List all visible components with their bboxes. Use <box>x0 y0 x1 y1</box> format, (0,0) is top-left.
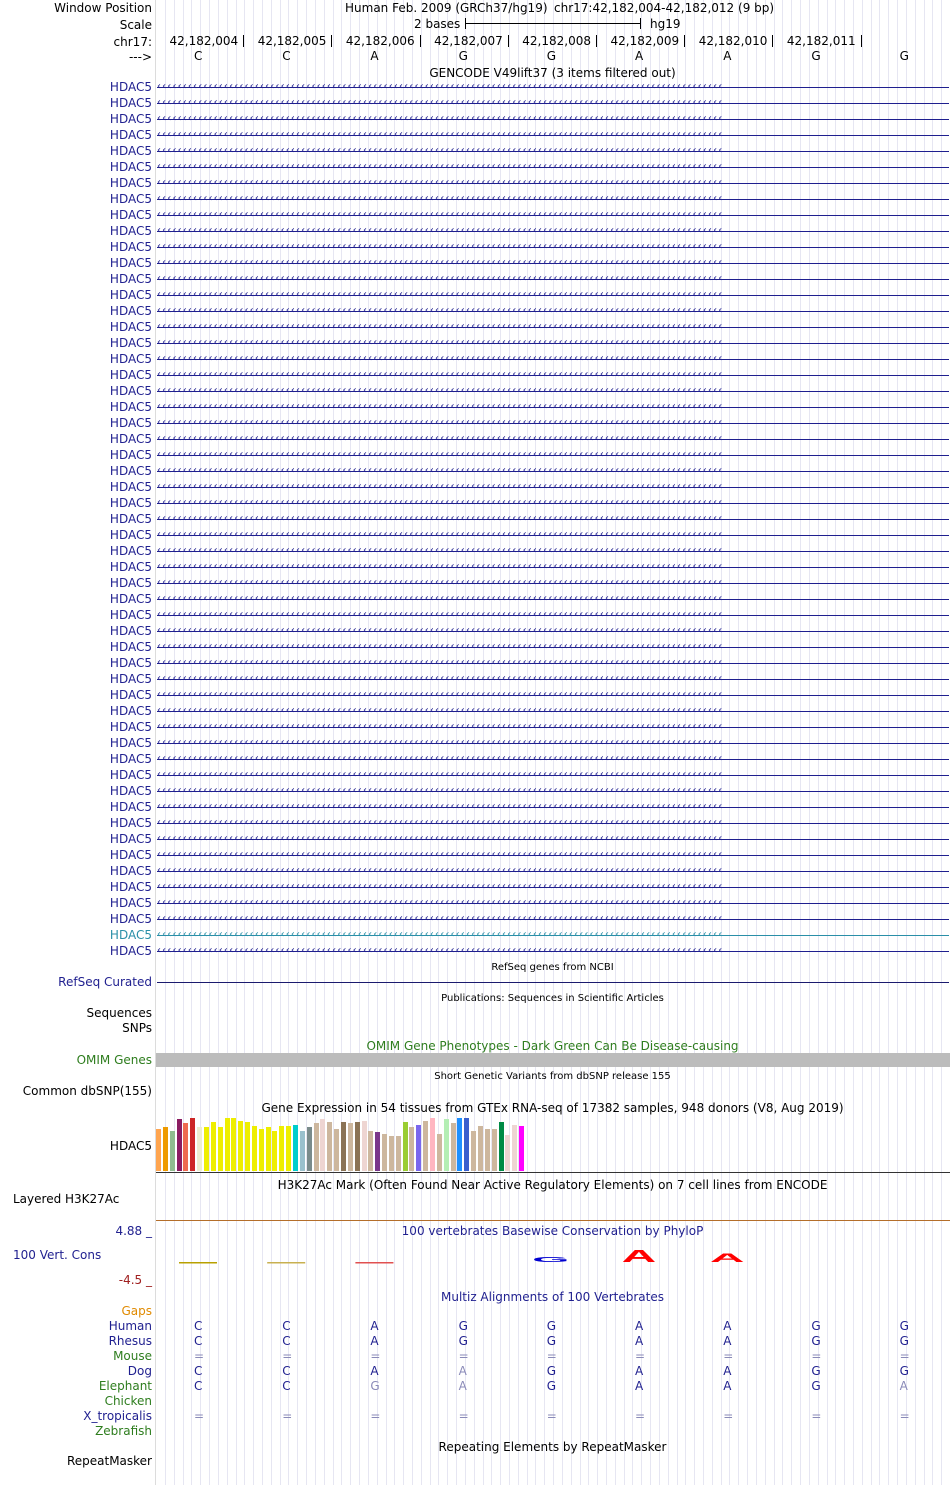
gtex-tissue-bar[interactable] <box>225 1118 230 1171</box>
gencode-strand-arrows: ‹‹‹‹‹‹‹‹‹‹‹‹‹‹‹‹‹‹‹‹‹‹‹‹‹‹‹‹‹‹‹‹‹‹‹‹‹‹‹‹‹‹‹‹‹‹‹‹‹‹‹‹‹‹‹‹‹‹‹‹‹‹‹‹‹‹‹‹‹‹‹‹‹‹‹‹‹‹‹‹‹‹‹‹‹‹‹‹‹‹‹‹‹‹‹‹‹‹‹‹‹‹‹‹‹‹‹‹‹‹ <box>157 481 724 492</box>
gencode-strand-arrows: ‹‹‹‹‹‹‹‹‹‹‹‹‹‹‹‹‹‹‹‹‹‹‹‹‹‹‹‹‹‹‹‹‹‹‹‹‹‹‹‹‹‹‹‹‹‹‹‹‹‹‹‹‹‹‹‹‹‹‹‹‹‹‹‹‹‹‹‹‹‹‹‹‹‹‹‹‹‹‹‹‹‹‹‹‹‹‹‹‹‹‹‹‹‹‹‹‹‹‹‹‹‹‹‹‹‹‹‹‹‹ <box>157 641 724 652</box>
multiz-species-label[interactable]: Zebrafish <box>95 1424 152 1438</box>
chrom-label: chr17: <box>113 35 152 49</box>
gencode-strand-arrows: ‹‹‹‹‹‹‹‹‹‹‹‹‹‹‹‹‹‹‹‹‹‹‹‹‹‹‹‹‹‹‹‹‹‹‹‹‹‹‹‹‹‹‹‹‹‹‹‹‹‹‹‹‹‹‹‹‹‹‹‹‹‹‹‹‹‹‹‹‹‹‹‹‹‹‹‹‹‹‹‹‹‹‹‹‹‹‹‹‹‹‹‹‹‹‹‹‹‹‹‹‹‹‹‹‹‹‹‹‹‹ <box>157 561 724 572</box>
base-letter: A <box>723 49 732 63</box>
gtex-tissue-bar[interactable] <box>505 1135 510 1171</box>
gencode-row-label[interactable]: HDAC5 <box>109 544 152 558</box>
gencode-strand-arrows: ‹‹‹‹‹‹‹‹‹‹‹‹‹‹‹‹‹‹‹‹‹‹‹‹‹‹‹‹‹‹‹‹‹‹‹‹‹‹‹‹‹‹‹‹‹‹‹‹‹‹‹‹‹‹‹‹‹‹‹‹‹‹‹‹‹‹‹‹‹‹‹‹‹‹‹‹‹‹‹‹‹‹‹‹‹‹‹‹‹‹‹‹‹‹‹‹‹‹‹‹‹‹‹‹‹‹‹‹‹‹ <box>157 769 724 780</box>
h3k27ac-track-label[interactable]: Layered H3K27Ac <box>13 1192 120 1206</box>
pubs-track-title[interactable]: Publications: Sequences in Scientific Articles <box>441 993 664 1004</box>
base-letter: G <box>811 49 821 63</box>
phylop-negative-mark <box>267 1262 305 1264</box>
scale-db: hg19 <box>650 17 681 31</box>
gencode-row-label[interactable]: HDAC5 <box>109 400 152 414</box>
gtex-tissue-bar[interactable] <box>471 1131 476 1171</box>
gencode-strand-arrows: ‹‹‹‹‹‹‹‹‹‹‹‹‹‹‹‹‹‹‹‹‹‹‹‹‹‹‹‹‹‹‹‹‹‹‹‹‹‹‹‹‹‹‹‹‹‹‹‹‹‹‹‹‹‹‹‹‹‹‹‹‹‹‹‹‹‹‹‹‹‹‹‹‹‹‹‹‹‹‹‹‹‹‹‹‹‹‹‹‹‹‹‹‹‹‹‹‹‹‹‹‹‹‹‹‹‹‹‹‹‹ <box>157 881 724 892</box>
multiz-base: G <box>811 1319 821 1333</box>
phylop-max-label: 4.88 _ <box>115 1224 152 1238</box>
strand-label: ---> <box>128 50 152 64</box>
gencode-strand-arrows: ‹‹‹‹‹‹‹‹‹‹‹‹‹‹‹‹‹‹‹‹‹‹‹‹‹‹‹‹‹‹‹‹‹‹‹‹‹‹‹‹‹‹‹‹‹‹‹‹‹‹‹‹‹‹‹‹‹‹‹‹‹‹‹‹‹‹‹‹‹‹‹‹‹‹‹‹‹‹‹‹‹‹‹‹‹‹‹‹‹‹‹‹‹‹‹‹‹‹‹‹‹‹‹‹‹‹‹‹‹‹ <box>157 833 724 844</box>
gencode-row-label[interactable]: HDAC5 <box>109 368 152 382</box>
gencode-strand-arrows: ‹‹‹‹‹‹‹‹‹‹‹‹‹‹‹‹‹‹‹‹‹‹‹‹‹‹‹‹‹‹‹‹‹‹‹‹‹‹‹‹‹‹‹‹‹‹‹‹‹‹‹‹‹‹‹‹‹‹‹‹‹‹‹‹‹‹‹‹‹‹‹‹‹‹‹‹‹‹‹‹‹‹‹‹‹‹‹‹‹‹‹‹‹‹‹‹‹‹‹‹‹‹‹‹‹‹‹‹‹‹ <box>157 449 724 460</box>
multiz-base: = <box>723 1409 734 1423</box>
gencode-row-label[interactable]: HDAC5 <box>109 432 152 446</box>
ruler-coord-label: 42,182,004 <box>169 34 239 48</box>
refseq-track-label[interactable]: RefSeq Curated <box>58 975 152 989</box>
gencode-strand-arrows: ‹‹‹‹‹‹‹‹‹‹‹‹‹‹‹‹‹‹‹‹‹‹‹‹‹‹‹‹‹‹‹‹‹‹‹‹‹‹‹‹‹‹‹‹‹‹‹‹‹‹‹‹‹‹‹‹‹‹‹‹‹‹‹‹‹‹‹‹‹‹‹‹‹‹‹‹‹‹‹‹‹‹‹‹‹‹‹‹‹‹‹‹‹‹‹‹‹‹‹‹‹‹‹‹‹‹‹‹‹‹ <box>157 945 724 956</box>
gencode-strand-arrows: ‹‹‹‹‹‹‹‹‹‹‹‹‹‹‹‹‹‹‹‹‹‹‹‹‹‹‹‹‹‹‹‹‹‹‹‹‹‹‹‹‹‹‹‹‹‹‹‹‹‹‹‹‹‹‹‹‹‹‹‹‹‹‹‹‹‹‹‹‹‹‹‹‹‹‹‹‹‹‹‹‹‹‹‹‹‹‹‹‹‹‹‹‹‹‹‹‹‹‹‹‹‹‹‹‹‹‹‹‹‹ <box>157 577 724 588</box>
gencode-row-label[interactable]: HDAC5 <box>109 352 152 366</box>
assembly-name: Human Feb. 2009 (GRCh37/hg19) <box>345 1 548 15</box>
gtex-tissue-bar[interactable] <box>259 1129 264 1171</box>
gencode-strand-arrows: ‹‹‹‹‹‹‹‹‹‹‹‹‹‹‹‹‹‹‹‹‹‹‹‹‹‹‹‹‹‹‹‹‹‹‹‹‹‹‹‹‹‹‹‹‹‹‹‹‹‹‹‹‹‹‹‹‹‹‹‹‹‹‹‹‹‹‹‹‹‹‹‹‹‹‹‹‹‹‹‹‹‹‹‹‹‹‹‹‹‹‹‹‹‹‹‹‹‹‹‹‹‹‹‹‹‹‹‹‹‹ <box>157 273 724 284</box>
gencode-row-label[interactable]: HDAC5 <box>109 832 152 846</box>
h3k27ac-track-title[interactable]: H3K27Ac Mark (Often Found Near Active Regulatory Elements) on 7 cell lines from ENCODE <box>277 1178 828 1192</box>
ruler-tick <box>596 35 597 47</box>
gtex-tissue-bar[interactable] <box>451 1123 456 1171</box>
gtex-tissue-bar[interactable] <box>293 1125 298 1171</box>
multiz-base: = <box>635 1349 646 1363</box>
dbsnp-track-title[interactable]: Short Genetic Variants from dbSNP release 155 <box>434 1071 671 1082</box>
gencode-row-label[interactable]: HDAC5 <box>109 304 152 318</box>
multiz-species-label[interactable]: Human <box>108 1319 152 1333</box>
gtex-tissue-bar[interactable] <box>348 1123 353 1171</box>
multiz-base: G <box>546 1364 557 1378</box>
scale-text: 2 bases <box>414 17 461 31</box>
gencode-row-label[interactable]: HDAC5 <box>109 608 152 622</box>
omim-track-label[interactable]: OMIM Genes <box>76 1053 152 1067</box>
phylop-negative-mark <box>355 1262 393 1264</box>
multiz-base: C <box>194 1379 203 1393</box>
phylop-min-label: -4.5 _ <box>118 1273 152 1287</box>
gencode-row-label[interactable]: HDAC5 <box>109 928 152 942</box>
phylop-base-letter: A <box>621 1245 657 1266</box>
gencode-strand-arrows: ‹‹‹‹‹‹‹‹‹‹‹‹‹‹‹‹‹‹‹‹‹‹‹‹‹‹‹‹‹‹‹‹‹‹‹‹‹‹‹‹‹‹‹‹‹‹‹‹‹‹‹‹‹‹‹‹‹‹‹‹‹‹‹‹‹‹‹‹‹‹‹‹‹‹‹‹‹‹‹‹‹‹‹‹‹‹‹‹‹‹‹‹‹‹‹‹‹‹‹‹‹‹‹‹‹‹‹‹‹‹ <box>157 929 724 940</box>
gtex-tissue-bar[interactable] <box>190 1118 195 1171</box>
multiz-base: A <box>635 1364 644 1378</box>
gencode-strand-arrows: ‹‹‹‹‹‹‹‹‹‹‹‹‹‹‹‹‹‹‹‹‹‹‹‹‹‹‹‹‹‹‹‹‹‹‹‹‹‹‹‹‹‹‹‹‹‹‹‹‹‹‹‹‹‹‹‹‹‹‹‹‹‹‹‹‹‹‹‹‹‹‹‹‹‹‹‹‹‹‹‹‹‹‹‹‹‹‹‹‹‹‹‹‹‹‹‹‹‹‹‹‹‹‹‹‹‹‹‹‹‹ <box>157 369 724 380</box>
multiz-base: C <box>282 1334 291 1348</box>
gencode-row-label[interactable]: HDAC5 <box>109 160 152 174</box>
multiz-base: = <box>723 1349 734 1363</box>
multiz-base: = <box>811 1349 822 1363</box>
multiz-gaps-label[interactable]: Gaps <box>121 1304 152 1318</box>
gencode-row-label[interactable]: HDAC5 <box>109 112 152 126</box>
gencode-strand-arrows: ‹‹‹‹‹‹‹‹‹‹‹‹‹‹‹‹‹‹‹‹‹‹‹‹‹‹‹‹‹‹‹‹‹‹‹‹‹‹‹‹‹‹‹‹‹‹‹‹‹‹‹‹‹‹‹‹‹‹‹‹‹‹‹‹‹‹‹‹‹‹‹‹‹‹‹‹‹‹‹‹‹‹‹‹‹‹‹‹‹‹‹‹‹‹‹‹‹‹‹‹‹‹‹‹‹‹‹‹‹‹ <box>157 337 724 348</box>
gtex-tissue-bar[interactable] <box>362 1121 367 1171</box>
multiz-base: A <box>635 1334 644 1348</box>
gencode-strand-arrows: ‹‹‹‹‹‹‹‹‹‹‹‹‹‹‹‹‹‹‹‹‹‹‹‹‹‹‹‹‹‹‹‹‹‹‹‹‹‹‹‹‹‹‹‹‹‹‹‹‹‹‹‹‹‹‹‹‹‹‹‹‹‹‹‹‹‹‹‹‹‹‹‹‹‹‹‹‹‹‹‹‹‹‹‹‹‹‹‹‹‹‹‹‹‹‹‹‹‹‹‹‹‹‹‹‹‹‹‹‹‹ <box>157 257 724 268</box>
gtex-tissue-bar[interactable] <box>204 1127 209 1171</box>
gtex-tissue-bar[interactable] <box>266 1127 271 1171</box>
omim-track-title[interactable]: OMIM Gene Phenotypes - Dark Green Can Be Disease-causing <box>366 1039 739 1053</box>
ruler-tick <box>331 35 332 47</box>
ruler-tick <box>684 35 685 47</box>
gtex-tissue-bar[interactable] <box>252 1126 257 1171</box>
gencode-row-label[interactable]: HDAC5 <box>109 240 152 254</box>
gtex-tissue-bar[interactable] <box>183 1123 188 1171</box>
gencode-strand-arrows: ‹‹‹‹‹‹‹‹‹‹‹‹‹‹‹‹‹‹‹‹‹‹‹‹‹‹‹‹‹‹‹‹‹‹‹‹‹‹‹‹‹‹‹‹‹‹‹‹‹‹‹‹‹‹‹‹‹‹‹‹‹‹‹‹‹‹‹‹‹‹‹‹‹‹‹‹‹‹‹‹‹‹‹‹‹‹‹‹‹‹‹‹‹‹‹‹‹‹‹‹‹‹‹‹‹‹‹‹‹‹ <box>157 721 724 732</box>
multiz-species-label[interactable]: Dog <box>127 1364 152 1378</box>
gencode-row-label[interactable]: HDAC5 <box>109 592 152 606</box>
gencode-strand-arrows: ‹‹‹‹‹‹‹‹‹‹‹‹‹‹‹‹‹‹‹‹‹‹‹‹‹‹‹‹‹‹‹‹‹‹‹‹‹‹‹‹‹‹‹‹‹‹‹‹‹‹‹‹‹‹‹‹‹‹‹‹‹‹‹‹‹‹‹‹‹‹‹‹‹‹‹‹‹‹‹‹‹‹‹‹‹‹‹‹‹‹‹‹‹‹‹‹‹‹‹‹‹‹‹‹‹‹‹‹‹‹ <box>157 593 724 604</box>
ruler-coord-label: 42,182,006 <box>345 34 415 48</box>
multiz-base: = <box>194 1349 205 1363</box>
multiz-base: G <box>811 1364 821 1378</box>
multiz-base: A <box>458 1379 467 1393</box>
multiz-base: A <box>370 1334 379 1348</box>
gencode-row-label[interactable]: HDAC5 <box>109 944 152 958</box>
ruler-coord-label: 42,182,010 <box>698 34 768 48</box>
gtex-tissue-bar[interactable] <box>156 1129 161 1171</box>
gencode-row-label[interactable]: HDAC5 <box>109 768 152 782</box>
gencode-track-title[interactable]: GENCODE V49lift37 (3 items filtered out) <box>429 66 676 80</box>
gtex-tissue-bar[interactable] <box>177 1119 182 1171</box>
multiz-species-label[interactable]: Chicken <box>104 1394 152 1408</box>
gtex-tissue-bar[interactable] <box>238 1121 243 1171</box>
multiz-base: A <box>723 1379 732 1393</box>
multiz-base: G <box>811 1379 821 1393</box>
gencode-strand-arrows: ‹‹‹‹‹‹‹‹‹‹‹‹‹‹‹‹‹‹‹‹‹‹‹‹‹‹‹‹‹‹‹‹‹‹‹‹‹‹‹‹‹‹‹‹‹‹‹‹‹‹‹‹‹‹‹‹‹‹‹‹‹‹‹‹‹‹‹‹‹‹‹‹‹‹‹‹‹‹‹‹‹‹‹‹‹‹‹‹‹‹‹‹‹‹‹‹‹‹‹‹‹‹‹‹‹‹‹‹‹‹ <box>157 129 724 140</box>
ruler-coord-label: 42,182,008 <box>522 34 591 48</box>
gtex-tissue-bar[interactable] <box>457 1118 462 1171</box>
rmsk-track-title[interactable]: Repeating Elements by RepeatMasker <box>438 1440 667 1454</box>
gencode-strand-arrows: ‹‹‹‹‹‹‹‹‹‹‹‹‹‹‹‹‹‹‹‹‹‹‹‹‹‹‹‹‹‹‹‹‹‹‹‹‹‹‹‹‹‹‹‹‹‹‹‹‹‹‹‹‹‹‹‹‹‹‹‹‹‹‹‹‹‹‹‹‹‹‹‹‹‹‹‹‹‹‹‹‹‹‹‹‹‹‹‹‹‹‹‹‹‹‹‹‹‹‹‹‹‹‹‹‹‹‹‹‹‹ <box>157 241 724 252</box>
gencode-strand-arrows: ‹‹‹‹‹‹‹‹‹‹‹‹‹‹‹‹‹‹‹‹‹‹‹‹‹‹‹‹‹‹‹‹‹‹‹‹‹‹‹‹‹‹‹‹‹‹‹‹‹‹‹‹‹‹‹‹‹‹‹‹‹‹‹‹‹‹‹‹‹‹‹‹‹‹‹‹‹‹‹‹‹‹‹‹‹‹‹‹‹‹‹‹‹‹‹‹‹‹‹‹‹‹‹‹‹‹‹‹‹‹ <box>157 305 724 316</box>
gencode-strand-arrows: ‹‹‹‹‹‹‹‹‹‹‹‹‹‹‹‹‹‹‹‹‹‹‹‹‹‹‹‹‹‹‹‹‹‹‹‹‹‹‹‹‹‹‹‹‹‹‹‹‹‹‹‹‹‹‹‹‹‹‹‹‹‹‹‹‹‹‹‹‹‹‹‹‹‹‹‹‹‹‹‹‹‹‹‹‹‹‹‹‹‹‹‹‹‹‹‹‹‹‹‹‹‹‹‹‹‹‹‹‹‹ <box>157 353 724 364</box>
gencode-strand-arrows: ‹‹‹‹‹‹‹‹‹‹‹‹‹‹‹‹‹‹‹‹‹‹‹‹‹‹‹‹‹‹‹‹‹‹‹‹‹‹‹‹‹‹‹‹‹‹‹‹‹‹‹‹‹‹‹‹‹‹‹‹‹‹‹‹‹‹‹‹‹‹‹‹‹‹‹‹‹‹‹‹‹‹‹‹‹‹‹‹‹‹‹‹‹‹‹‹‹‹‹‹‹‹‹‹‹‹‹‹‹‹ <box>157 609 724 620</box>
gencode-strand-arrows: ‹‹‹‹‹‹‹‹‹‹‹‹‹‹‹‹‹‹‹‹‹‹‹‹‹‹‹‹‹‹‹‹‹‹‹‹‹‹‹‹‹‹‹‹‹‹‹‹‹‹‹‹‹‹‹‹‹‹‹‹‹‹‹‹‹‹‹‹‹‹‹‹‹‹‹‹‹‹‹‹‹‹‹‹‹‹‹‹‹‹‹‹‹‹‹‹‹‹‹‹‹‹‹‹‹‹‹‹‹‹ <box>157 913 724 924</box>
gencode-strand-arrows: ‹‹‹‹‹‹‹‹‹‹‹‹‹‹‹‹‹‹‹‹‹‹‹‹‹‹‹‹‹‹‹‹‹‹‹‹‹‹‹‹‹‹‹‹‹‹‹‹‹‹‹‹‹‹‹‹‹‹‹‹‹‹‹‹‹‹‹‹‹‹‹‹‹‹‹‹‹‹‹‹‹‹‹‹‹‹‹‹‹‹‹‹‹‹‹‹‹‹‹‹‹‹‹‹‹‹‹‹‹‹ <box>157 193 724 204</box>
rmsk-track-label[interactable]: RepeatMasker <box>66 1454 152 1468</box>
gencode-strand-arrows: ‹‹‹‹‹‹‹‹‹‹‹‹‹‹‹‹‹‹‹‹‹‹‹‹‹‹‹‹‹‹‹‹‹‹‹‹‹‹‹‹‹‹‹‹‹‹‹‹‹‹‹‹‹‹‹‹‹‹‹‹‹‹‹‹‹‹‹‹‹‹‹‹‹‹‹‹‹‹‹‹‹‹‹‹‹‹‹‹‹‹‹‹‹‹‹‹‹‹‹‹‹‹‹‹‹‹‹‹‹‹ <box>157 897 724 908</box>
multiz-base: = <box>370 1409 381 1423</box>
gencode-row-label[interactable]: HDAC5 <box>109 576 152 590</box>
multiz-base: A <box>370 1364 379 1378</box>
gencode-row-label[interactable]: HDAC5 <box>109 336 152 350</box>
gencode-row-label[interactable]: HDAC5 <box>109 496 152 510</box>
scale-bar <box>465 18 641 29</box>
gencode-strand-arrows: ‹‹‹‹‹‹‹‹‹‹‹‹‹‹‹‹‹‹‹‹‹‹‹‹‹‹‹‹‹‹‹‹‹‹‹‹‹‹‹‹‹‹‹‹‹‹‹‹‹‹‹‹‹‹‹‹‹‹‹‹‹‹‹‹‹‹‹‹‹‹‹‹‹‹‹‹‹‹‹‹‹‹‹‹‹‹‹‹‹‹‹‹‹‹‹‹‹‹‹‹‹‹‹‹‹‹‹‹‹‹ <box>157 529 724 540</box>
ruler-coord-label: 42,182,011 <box>786 34 856 48</box>
ruler-coord-label: 42,182,007 <box>434 34 503 48</box>
gencode-row-label[interactable]: HDAC5 <box>109 912 152 926</box>
phylop-base-letter: A <box>709 1251 745 1265</box>
multiz-base: A <box>723 1364 732 1378</box>
gtex-tissue-bar[interactable] <box>231 1118 236 1171</box>
gencode-row-label[interactable]: HDAC5 <box>109 480 152 494</box>
multiz-base: = <box>899 1349 910 1363</box>
gtex-tissue-bar[interactable] <box>170 1131 175 1171</box>
gencode-strand-arrows: ‹‹‹‹‹‹‹‹‹‹‹‹‹‹‹‹‹‹‹‹‹‹‹‹‹‹‹‹‹‹‹‹‹‹‹‹‹‹‹‹‹‹‹‹‹‹‹‹‹‹‹‹‹‹‹‹‹‹‹‹‹‹‹‹‹‹‹‹‹‹‹‹‹‹‹‹‹‹‹‹‹‹‹‹‹‹‹‹‹‹‹‹‹‹‹‹‹‹‹‹‹‹‹‹‹‹‹‹‹‹ <box>157 209 724 220</box>
gtex-tissue-bar[interactable] <box>464 1118 469 1171</box>
ruler-coord-label: 42,182,009 <box>610 34 680 48</box>
multiz-base: = <box>458 1349 469 1363</box>
gencode-strand-arrows: ‹‹‹‹‹‹‹‹‹‹‹‹‹‹‹‹‹‹‹‹‹‹‹‹‹‹‹‹‹‹‹‹‹‹‹‹‹‹‹‹‹‹‹‹‹‹‹‹‹‹‹‹‹‹‹‹‹‹‹‹‹‹‹‹‹‹‹‹‹‹‹‹‹‹‹‹‹‹‹‹‹‹‹‹‹‹‹‹‹‹‹‹‹‹‹‹‹‹‹‹‹‹‹‹‹‹‹‹‹‹ <box>157 545 724 556</box>
gtex-tissue-bar[interactable] <box>320 1119 325 1171</box>
gencode-row-label[interactable]: HDAC5 <box>109 320 152 334</box>
gtex-tissue-bar[interactable] <box>286 1126 291 1171</box>
gencode-strand-arrows: ‹‹‹‹‹‹‹‹‹‹‹‹‹‹‹‹‹‹‹‹‹‹‹‹‹‹‹‹‹‹‹‹‹‹‹‹‹‹‹‹‹‹‹‹‹‹‹‹‹‹‹‹‹‹‹‹‹‹‹‹‹‹‹‹‹‹‹‹‹‹‹‹‹‹‹‹‹‹‹‹‹‹‹‹‹‹‹‹‹‹‹‹‹‹‹‹‹‹‹‹‹‹‹‹‹‹‹‹‹‹ <box>157 689 724 700</box>
multiz-base: C <box>194 1364 203 1378</box>
multiz-base: G <box>370 1379 380 1393</box>
gencode-row-label[interactable]: HDAC5 <box>109 192 152 206</box>
multiz-base: C <box>282 1379 291 1393</box>
gencode-row-label[interactable]: HDAC5 <box>109 272 152 286</box>
ruler-coord-label: 42,182,005 <box>257 34 327 48</box>
gencode-row-label[interactable]: HDAC5 <box>109 720 152 734</box>
base-letter: C <box>282 49 291 63</box>
gencode-strand-arrows: ‹‹‹‹‹‹‹‹‹‹‹‹‹‹‹‹‹‹‹‹‹‹‹‹‹‹‹‹‹‹‹‹‹‹‹‹‹‹‹‹‹‹‹‹‹‹‹‹‹‹‹‹‹‹‹‹‹‹‹‹‹‹‹‹‹‹‹‹‹‹‹‹‹‹‹‹‹‹‹‹‹‹‹‹‹‹‹‹‹‹‹‹‹‹‹‹‹‹‹‹‹‹‹‹‹‹‹‹‹‹ <box>157 401 724 412</box>
gencode-row-label[interactable]: HDAC5 <box>109 624 152 638</box>
gencode-row-label[interactable]: HDAC5 <box>109 448 152 462</box>
gencode-row-label[interactable]: HDAC5 <box>109 224 152 238</box>
pubs-track-label-sequences[interactable]: Sequences <box>86 1006 152 1020</box>
base-letter: C <box>194 49 203 63</box>
multiz-base: = <box>194 1409 205 1423</box>
multiz-track-title[interactable]: Multiz Alignments of 100 Vertebrates <box>440 1290 665 1304</box>
gencode-row-label[interactable]: HDAC5 <box>109 880 152 894</box>
position-text[interactable]: chr17:42,182,004-42,182,012 (9 bp) <box>554 1 775 15</box>
gencode-row-label[interactable]: HDAC5 <box>109 208 152 222</box>
multiz-species-label[interactable]: Rhesus <box>108 1334 152 1348</box>
gtex-tissue-bar[interactable] <box>341 1122 346 1171</box>
window-position-label: Window Position <box>54 1 152 15</box>
gencode-row-label[interactable]: HDAC5 <box>109 288 152 302</box>
gtex-tissue-bar[interactable] <box>368 1131 373 1171</box>
multiz-base: G <box>458 1334 468 1348</box>
gencode-row-label[interactable]: HDAC5 <box>109 736 152 750</box>
gtex-tissue-bar[interactable] <box>478 1126 483 1171</box>
multiz-base: = <box>458 1409 469 1423</box>
gtex-tissue-bar[interactable] <box>279 1126 284 1171</box>
gencode-row-label[interactable]: HDAC5 <box>109 560 152 574</box>
gencode-strand-arrows: ‹‹‹‹‹‹‹‹‹‹‹‹‹‹‹‹‹‹‹‹‹‹‹‹‹‹‹‹‹‹‹‹‹‹‹‹‹‹‹‹‹‹‹‹‹‹‹‹‹‹‹‹‹‹‹‹‹‹‹‹‹‹‹‹‹‹‹‹‹‹‹‹‹‹‹‹‹‹‹‹‹‹‹‹‹‹‹‹‹‹‹‹‹‹‹‹‹‹‹‹‹‹‹‹‹‹‹‹‹‹ <box>157 849 724 860</box>
gencode-row-label[interactable]: HDAC5 <box>109 80 152 94</box>
multiz-base: = <box>899 1409 910 1423</box>
ruler-tick <box>420 35 421 47</box>
multiz-base: = <box>546 1409 557 1423</box>
multiz-base: G <box>811 1334 821 1348</box>
gtex-baseline <box>156 1172 950 1173</box>
gencode-row-label[interactable]: HDAC5 <box>109 464 152 478</box>
gtex-track-label[interactable]: HDAC5 <box>109 1139 152 1153</box>
gencode-row-label[interactable]: HDAC5 <box>109 256 152 270</box>
multiz-base: G <box>546 1334 557 1348</box>
phylop-track-label[interactable]: 100 Vert. Cons <box>13 1248 102 1262</box>
gencode-row-label[interactable]: HDAC5 <box>109 896 152 910</box>
gencode-row-label[interactable]: HDAC5 <box>109 384 152 398</box>
gtex-tissue-bar[interactable] <box>519 1126 524 1171</box>
gencode-row-label[interactable]: HDAC5 <box>109 800 152 814</box>
gencode-strand-arrows: ‹‹‹‹‹‹‹‹‹‹‹‹‹‹‹‹‹‹‹‹‹‹‹‹‹‹‹‹‹‹‹‹‹‹‹‹‹‹‹‹‹‹‹‹‹‹‹‹‹‹‹‹‹‹‹‹‹‹‹‹‹‹‹‹‹‹‹‹‹‹‹‹‹‹‹‹‹‹‹‹‹‹‹‹‹‹‹‹‹‹‹‹‹‹‹‹‹‹‹‹‹‹‹‹‹‹‹‹‹‹ <box>157 465 724 476</box>
base-letter: G <box>458 49 468 63</box>
multiz-base: C <box>282 1364 291 1378</box>
phylop-letters[interactable] <box>156 1238 950 1288</box>
gtex-tissue-bar[interactable] <box>444 1119 449 1171</box>
multiz-base: A <box>723 1334 732 1348</box>
gencode-strand-arrows: ‹‹‹‹‹‹‹‹‹‹‹‹‹‹‹‹‹‹‹‹‹‹‹‹‹‹‹‹‹‹‹‹‹‹‹‹‹‹‹‹‹‹‹‹‹‹‹‹‹‹‹‹‹‹‹‹‹‹‹‹‹‹‹‹‹‹‹‹‹‹‹‹‹‹‹‹‹‹‹‹‹‹‹‹‹‹‹‹‹‹‹‹‹‹‹‹‹‹‹‹‹‹‹‹‹‹‹‹‹‹ <box>157 289 724 300</box>
multiz-base: A <box>635 1319 644 1333</box>
multiz-base: = <box>546 1349 557 1363</box>
gtex-tissue-bar[interactable] <box>416 1125 421 1171</box>
gencode-strand-arrows: ‹‹‹‹‹‹‹‹‹‹‹‹‹‹‹‹‹‹‹‹‹‹‹‹‹‹‹‹‹‹‹‹‹‹‹‹‹‹‹‹‹‹‹‹‹‹‹‹‹‹‹‹‹‹‹‹‹‹‹‹‹‹‹‹‹‹‹‹‹‹‹‹‹‹‹‹‹‹‹‹‹‹‹‹‹‹‹‹‹‹‹‹‹‹‹‹‹‹‹‹‹‹‹‹‹‹‹‹‹‹ <box>157 113 724 124</box>
gtex-tissue-bar[interactable] <box>492 1129 497 1171</box>
multiz-species-label[interactable]: Elephant <box>98 1379 152 1393</box>
gencode-row-label[interactable]: HDAC5 <box>109 816 152 830</box>
gencode-strand-arrows: ‹‹‹‹‹‹‹‹‹‹‹‹‹‹‹‹‹‹‹‹‹‹‹‹‹‹‹‹‹‹‹‹‹‹‹‹‹‹‹‹‹‹‹‹‹‹‹‹‹‹‹‹‹‹‹‹‹‹‹‹‹‹‹‹‹‹‹‹‹‹‹‹‹‹‹‹‹‹‹‹‹‹‹‹‹‹‹‹‹‹‹‹‹‹‹‹‹‹‹‹‹‹‹‹‹‹‹‹‹‹ <box>157 737 724 748</box>
multiz-base: A <box>899 1379 908 1393</box>
gencode-strand-arrows: ‹‹‹‹‹‹‹‹‹‹‹‹‹‹‹‹‹‹‹‹‹‹‹‹‹‹‹‹‹‹‹‹‹‹‹‹‹‹‹‹‹‹‹‹‹‹‹‹‹‹‹‹‹‹‹‹‹‹‹‹‹‹‹‹‹‹‹‹‹‹‹‹‹‹‹‹‹‹‹‹‹‹‹‹‹‹‹‹‹‹‹‹‹‹‹‹‹‹‹‹‹‹‹‹‹‹‹‹‹‹ <box>157 321 724 332</box>
gtex-tissue-bar[interactable] <box>499 1122 504 1171</box>
multiz-species-label[interactable]: Mouse <box>113 1349 152 1363</box>
multiz-base: = <box>635 1409 646 1423</box>
gtex-tissue-bar[interactable] <box>334 1129 339 1171</box>
multiz-base: C <box>194 1319 203 1333</box>
multiz-base: C <box>194 1334 203 1348</box>
gtex-tissue-bar[interactable] <box>355 1122 360 1171</box>
phylop-track-title[interactable]: 100 vertebrates Basewise Conservation by PhyloP <box>401 1224 704 1238</box>
multiz-base: G <box>899 1334 909 1348</box>
gencode-row-label[interactable]: HDAC5 <box>109 96 152 110</box>
multiz-base: G <box>546 1319 557 1333</box>
gtex-tissue-bar[interactable] <box>437 1134 442 1171</box>
gtex-tissue-bar[interactable] <box>300 1131 305 1171</box>
base-letter: A <box>635 49 644 63</box>
ruler-tick <box>508 35 509 47</box>
gencode-strand-arrows: ‹‹‹‹‹‹‹‹‹‹‹‹‹‹‹‹‹‹‹‹‹‹‹‹‹‹‹‹‹‹‹‹‹‹‹‹‹‹‹‹‹‹‹‹‹‹‹‹‹‹‹‹‹‹‹‹‹‹‹‹‹‹‹‹‹‹‹‹‹‹‹‹‹‹‹‹‹‹‹‹‹‹‹‹‹‹‹‹‹‹‹‹‹‹‹‹‹‹‹‹‹‹‹‹‹‹‹‹‹‹ <box>157 657 724 668</box>
phylop-base-letter: G <box>532 1255 570 1264</box>
gtex-tissue-bar[interactable] <box>396 1136 401 1171</box>
gencode-row-label[interactable]: HDAC5 <box>109 864 152 878</box>
h3k27ac-baseline <box>156 1220 950 1221</box>
gencode-row-label[interactable]: HDAC5 <box>109 640 152 654</box>
gencode-row-label[interactable]: HDAC5 <box>109 704 152 718</box>
gencode-strand-arrows: ‹‹‹‹‹‹‹‹‹‹‹‹‹‹‹‹‹‹‹‹‹‹‹‹‹‹‹‹‹‹‹‹‹‹‹‹‹‹‹‹‹‹‹‹‹‹‹‹‹‹‹‹‹‹‹‹‹‹‹‹‹‹‹‹‹‹‹‹‹‹‹‹‹‹‹‹‹‹‹‹‹‹‹‹‹‹‹‹‹‹‹‹‹‹‹‹‹‹‹‹‹‹‹‹‹‹‹‹‹‹ <box>157 817 724 828</box>
base-letter: G <box>899 49 909 63</box>
multiz-base: A <box>635 1379 644 1393</box>
ruler-tick <box>243 35 244 47</box>
gencode-strand-arrows: ‹‹‹‹‹‹‹‹‹‹‹‹‹‹‹‹‹‹‹‹‹‹‹‹‹‹‹‹‹‹‹‹‹‹‹‹‹‹‹‹‹‹‹‹‹‹‹‹‹‹‹‹‹‹‹‹‹‹‹‹‹‹‹‹‹‹‹‹‹‹‹‹‹‹‹‹‹‹‹‹‹‹‹‹‹‹‹‹‹‹‹‹‹‹‹‹‹‹‹‹‹‹‹‹‹‹‹‹‹‹ <box>157 225 724 236</box>
gencode-strand-arrows: ‹‹‹‹‹‹‹‹‹‹‹‹‹‹‹‹‹‹‹‹‹‹‹‹‹‹‹‹‹‹‹‹‹‹‹‹‹‹‹‹‹‹‹‹‹‹‹‹‹‹‹‹‹‹‹‹‹‹‹‹‹‹‹‹‹‹‹‹‹‹‹‹‹‹‹‹‹‹‹‹‹‹‹‹‹‹‹‹‹‹‹‹‹‹‹‹‹‹‹‹‹‹‹‹‹‹‹‹‹‹ <box>157 385 724 396</box>
ruler-tick <box>861 35 862 47</box>
gencode-row-label[interactable]: HDAC5 <box>109 752 152 766</box>
gencode-strand-arrows: ‹‹‹‹‹‹‹‹‹‹‹‹‹‹‹‹‹‹‹‹‹‹‹‹‹‹‹‹‹‹‹‹‹‹‹‹‹‹‹‹‹‹‹‹‹‹‹‹‹‹‹‹‹‹‹‹‹‹‹‹‹‹‹‹‹‹‹‹‹‹‹‹‹‹‹‹‹‹‹‹‹‹‹‹‹‹‹‹‹‹‹‹‹‹‹‹‹‹‹‹‹‹‹‹‹‹‹‹‹‹ <box>157 753 724 764</box>
multiz-base: G <box>546 1379 557 1393</box>
gtex-tissue-bar[interactable] <box>512 1125 517 1171</box>
gencode-strand-arrows: ‹‹‹‹‹‹‹‹‹‹‹‹‹‹‹‹‹‹‹‹‹‹‹‹‹‹‹‹‹‹‹‹‹‹‹‹‹‹‹‹‹‹‹‹‹‹‹‹‹‹‹‹‹‹‹‹‹‹‹‹‹‹‹‹‹‹‹‹‹‹‹‹‹‹‹‹‹‹‹‹‹‹‹‹‹‹‹‹‹‹‹‹‹‹‹‹‹‹‹‹‹‹‹‹‹‹‹‹‹‹ <box>157 865 724 876</box>
multiz-base: = <box>370 1349 381 1363</box>
omim-feature-bar[interactable] <box>156 1053 950 1067</box>
gencode-row-label[interactable]: HDAC5 <box>109 848 152 862</box>
gtex-tissue-bar[interactable] <box>382 1134 387 1171</box>
gtex-tissue-bar[interactable] <box>314 1123 319 1171</box>
multiz-species-label[interactable]: X_tropicalis <box>83 1409 152 1423</box>
gencode-strand-arrows: ‹‹‹‹‹‹‹‹‹‹‹‹‹‹‹‹‹‹‹‹‹‹‹‹‹‹‹‹‹‹‹‹‹‹‹‹‹‹‹‹‹‹‹‹‹‹‹‹‹‹‹‹‹‹‹‹‹‹‹‹‹‹‹‹‹‹‹‹‹‹‹‹‹‹‹‹‹‹‹‹‹‹‹‹‹‹‹‹‹‹‹‹‹‹‹‹‹‹‹‹‹‹‹‹‹‹‹‹‹‹ <box>157 145 724 156</box>
gtex-tissue-bar[interactable] <box>403 1122 408 1171</box>
multiz-base: = <box>282 1349 293 1363</box>
gtex-track-title[interactable]: Gene Expression in 54 tissues from GTEx RNA-seq of 17382 samples, 948 donors (V8, Aug 2019) <box>261 1101 844 1115</box>
gencode-strand-arrows: ‹‹‹‹‹‹‹‹‹‹‹‹‹‹‹‹‹‹‹‹‹‹‹‹‹‹‹‹‹‹‹‹‹‹‹‹‹‹‹‹‹‹‹‹‹‹‹‹‹‹‹‹‹‹‹‹‹‹‹‹‹‹‹‹‹‹‹‹‹‹‹‹‹‹‹‹‹‹‹‹‹‹‹‹‹‹‹‹‹‹‹‹‹‹‹‹‹‹‹‹‹‹‹‹‹‹‹‹‹‹ <box>157 513 724 524</box>
gencode-row-label[interactable]: HDAC5 <box>109 784 152 798</box>
pubs-track-label-snps[interactable]: SNPs <box>122 1021 152 1035</box>
gtex-tissue-bar[interactable] <box>218 1127 223 1171</box>
gencode-row-label[interactable]: HDAC5 <box>109 528 152 542</box>
gtex-tissue-bar[interactable] <box>327 1122 332 1171</box>
gencode-strand-arrows: ‹‹‹‹‹‹‹‹‹‹‹‹‹‹‹‹‹‹‹‹‹‹‹‹‹‹‹‹‹‹‹‹‹‹‹‹‹‹‹‹‹‹‹‹‹‹‹‹‹‹‹‹‹‹‹‹‹‹‹‹‹‹‹‹‹‹‹‹‹‹‹‹‹‹‹‹‹‹‹‹‹‹‹‹‹‹‹‹‹‹‹‹‹‹‹‹‹‹‹‹‹‹‹‹‹‹‹‹‹‹ <box>157 497 724 508</box>
gencode-row-label[interactable]: HDAC5 <box>109 656 152 670</box>
base-letter: A <box>370 49 379 63</box>
gencode-strand-arrows: ‹‹‹‹‹‹‹‹‹‹‹‹‹‹‹‹‹‹‹‹‹‹‹‹‹‹‹‹‹‹‹‹‹‹‹‹‹‹‹‹‹‹‹‹‹‹‹‹‹‹‹‹‹‹‹‹‹‹‹‹‹‹‹‹‹‹‹‹‹‹‹‹‹‹‹‹‹‹‹‹‹‹‹‹‹‹‹‹‹‹‹‹‹‹‹‹‹‹‹‹‹‹‹‹‹‹‹‹‹‹ <box>157 81 724 92</box>
ruler-tick <box>772 35 773 47</box>
gencode-strand-arrows: ‹‹‹‹‹‹‹‹‹‹‹‹‹‹‹‹‹‹‹‹‹‹‹‹‹‹‹‹‹‹‹‹‹‹‹‹‹‹‹‹‹‹‹‹‹‹‹‹‹‹‹‹‹‹‹‹‹‹‹‹‹‹‹‹‹‹‹‹‹‹‹‹‹‹‹‹‹‹‹‹‹‹‹‹‹‹‹‹‹‹‹‹‹‹‹‹‹‹‹‹‹‹‹‹‹‹‹‹‹‹ <box>157 177 724 188</box>
gtex-tissue-bar[interactable] <box>389 1136 394 1171</box>
phylop-negative-mark <box>179 1262 217 1264</box>
multiz-base: C <box>282 1319 291 1333</box>
gencode-row-label[interactable]: HDAC5 <box>109 144 152 158</box>
refseq-track-title[interactable]: RefSeq genes from NCBI <box>491 962 614 973</box>
multiz-base: A <box>723 1319 732 1333</box>
gtex-tissue-bar[interactable] <box>211 1122 216 1171</box>
gencode-strand-arrows: ‹‹‹‹‹‹‹‹‹‹‹‹‹‹‹‹‹‹‹‹‹‹‹‹‹‹‹‹‹‹‹‹‹‹‹‹‹‹‹‹‹‹‹‹‹‹‹‹‹‹‹‹‹‹‹‹‹‹‹‹‹‹‹‹‹‹‹‹‹‹‹‹‹‹‹‹‹‹‹‹‹‹‹‹‹‹‹‹‹‹‹‹‹‹‹‹‹‹‹‹‹‹‹‹‹‹‹‹‹‹ <box>157 97 724 108</box>
gencode-row-label[interactable]: HDAC5 <box>109 688 152 702</box>
gtex-tissue-bar[interactable] <box>423 1121 428 1171</box>
gtex-tissue-bar[interactable] <box>197 1127 202 1171</box>
multiz-base: G <box>899 1364 909 1378</box>
gtex-tissue-bar[interactable] <box>409 1127 414 1171</box>
gencode-row-label[interactable]: HDAC5 <box>109 416 152 430</box>
gtex-tissue-bar[interactable] <box>485 1129 490 1171</box>
gencode-strand-arrows: ‹‹‹‹‹‹‹‹‹‹‹‹‹‹‹‹‹‹‹‹‹‹‹‹‹‹‹‹‹‹‹‹‹‹‹‹‹‹‹‹‹‹‹‹‹‹‹‹‹‹‹‹‹‹‹‹‹‹‹‹‹‹‹‹‹‹‹‹‹‹‹‹‹‹‹‹‹‹‹‹‹‹‹‹‹‹‹‹‹‹‹‹‹‹‹‹‹‹‹‹‹‹‹‹‹‹‹‹‹‹ <box>157 417 724 428</box>
gencode-row-label[interactable]: HDAC5 <box>109 672 152 686</box>
gtex-tissue-bar[interactable] <box>430 1118 435 1171</box>
gencode-strand-arrows: ‹‹‹‹‹‹‹‹‹‹‹‹‹‹‹‹‹‹‹‹‹‹‹‹‹‹‹‹‹‹‹‹‹‹‹‹‹‹‹‹‹‹‹‹‹‹‹‹‹‹‹‹‹‹‹‹‹‹‹‹‹‹‹‹‹‹‹‹‹‹‹‹‹‹‹‹‹‹‹‹‹‹‹‹‹‹‹‹‹‹‹‹‹‹‹‹‹‹‹‹‹‹‹‹‹‹‹‹‹‹ <box>157 161 724 172</box>
multiz-base: G <box>899 1319 909 1333</box>
gtex-tissue-bar[interactable] <box>245 1122 250 1171</box>
refseq-gene-line[interactable] <box>157 982 949 983</box>
multiz-base: G <box>458 1319 468 1333</box>
gtex-tissue-bar[interactable] <box>375 1132 380 1171</box>
multiz-base: A <box>370 1319 379 1333</box>
gtex-tissue-bar[interactable] <box>272 1131 277 1171</box>
base-letter: G <box>546 49 557 63</box>
gencode-strand-arrows: ‹‹‹‹‹‹‹‹‹‹‹‹‹‹‹‹‹‹‹‹‹‹‹‹‹‹‹‹‹‹‹‹‹‹‹‹‹‹‹‹‹‹‹‹‹‹‹‹‹‹‹‹‹‹‹‹‹‹‹‹‹‹‹‹‹‹‹‹‹‹‹‹‹‹‹‹‹‹‹‹‹‹‹‹‹‹‹‹‹‹‹‹‹‹‹‹‹‹‹‹‹‹‹‹‹‹‹‹‹‹ <box>157 801 724 812</box>
scale-label: Scale <box>119 18 152 32</box>
gencode-strand-arrows: ‹‹‹‹‹‹‹‹‹‹‹‹‹‹‹‹‹‹‹‹‹‹‹‹‹‹‹‹‹‹‹‹‹‹‹‹‹‹‹‹‹‹‹‹‹‹‹‹‹‹‹‹‹‹‹‹‹‹‹‹‹‹‹‹‹‹‹‹‹‹‹‹‹‹‹‹‹‹‹‹‹‹‹‹‹‹‹‹‹‹‹‹‹‹‹‹‹‹‹‹‹‹‹‹‹‹‹‹‹‹ <box>157 673 724 684</box>
gtex-tissue-bar[interactable] <box>307 1127 312 1171</box>
multiz-base: = <box>811 1409 822 1423</box>
gencode-strand-arrows: ‹‹‹‹‹‹‹‹‹‹‹‹‹‹‹‹‹‹‹‹‹‹‹‹‹‹‹‹‹‹‹‹‹‹‹‹‹‹‹‹‹‹‹‹‹‹‹‹‹‹‹‹‹‹‹‹‹‹‹‹‹‹‹‹‹‹‹‹‹‹‹‹‹‹‹‹‹‹‹‹‹‹‹‹‹‹‹‹‹‹‹‹‹‹‹‹‹‹‹‹‹‹‹‹‹‹‹‹‹‹ <box>157 705 724 716</box>
multiz-base: A <box>458 1364 467 1378</box>
multiz-base: = <box>282 1409 293 1423</box>
gtex-tissue-bar[interactable] <box>163 1127 168 1171</box>
gtex-bar-chart[interactable] <box>156 1115 556 1171</box>
gencode-row-label[interactable]: HDAC5 <box>109 176 152 190</box>
gencode-strand-arrows: ‹‹‹‹‹‹‹‹‹‹‹‹‹‹‹‹‹‹‹‹‹‹‹‹‹‹‹‹‹‹‹‹‹‹‹‹‹‹‹‹‹‹‹‹‹‹‹‹‹‹‹‹‹‹‹‹‹‹‹‹‹‹‹‹‹‹‹‹‹‹‹‹‹‹‹‹‹‹‹‹‹‹‹‹‹‹‹‹‹‹‹‹‹‹‹‹‹‹‹‹‹‹‹‹‹‹‹‹‹‹ <box>157 433 724 444</box>
gencode-row-label[interactable]: HDAC5 <box>109 512 152 526</box>
gencode-row-label[interactable]: HDAC5 <box>109 128 152 142</box>
dbsnp-track-label[interactable]: Common dbSNP(155) <box>22 1084 152 1098</box>
gencode-strand-arrows: ‹‹‹‹‹‹‹‹‹‹‹‹‹‹‹‹‹‹‹‹‹‹‹‹‹‹‹‹‹‹‹‹‹‹‹‹‹‹‹‹‹‹‹‹‹‹‹‹‹‹‹‹‹‹‹‹‹‹‹‹‹‹‹‹‹‹‹‹‹‹‹‹‹‹‹‹‹‹‹‹‹‹‹‹‹‹‹‹‹‹‹‹‹‹‹‹‹‹‹‹‹‹‹‹‹‹‹‹‹‹ <box>157 625 724 636</box>
gencode-strand-arrows: ‹‹‹‹‹‹‹‹‹‹‹‹‹‹‹‹‹‹‹‹‹‹‹‹‹‹‹‹‹‹‹‹‹‹‹‹‹‹‹‹‹‹‹‹‹‹‹‹‹‹‹‹‹‹‹‹‹‹‹‹‹‹‹‹‹‹‹‹‹‹‹‹‹‹‹‹‹‹‹‹‹‹‹‹‹‹‹‹‹‹‹‹‹‹‹‹‹‹‹‹‹‹‹‹‹‹‹‹‹‹ <box>157 785 724 796</box>
